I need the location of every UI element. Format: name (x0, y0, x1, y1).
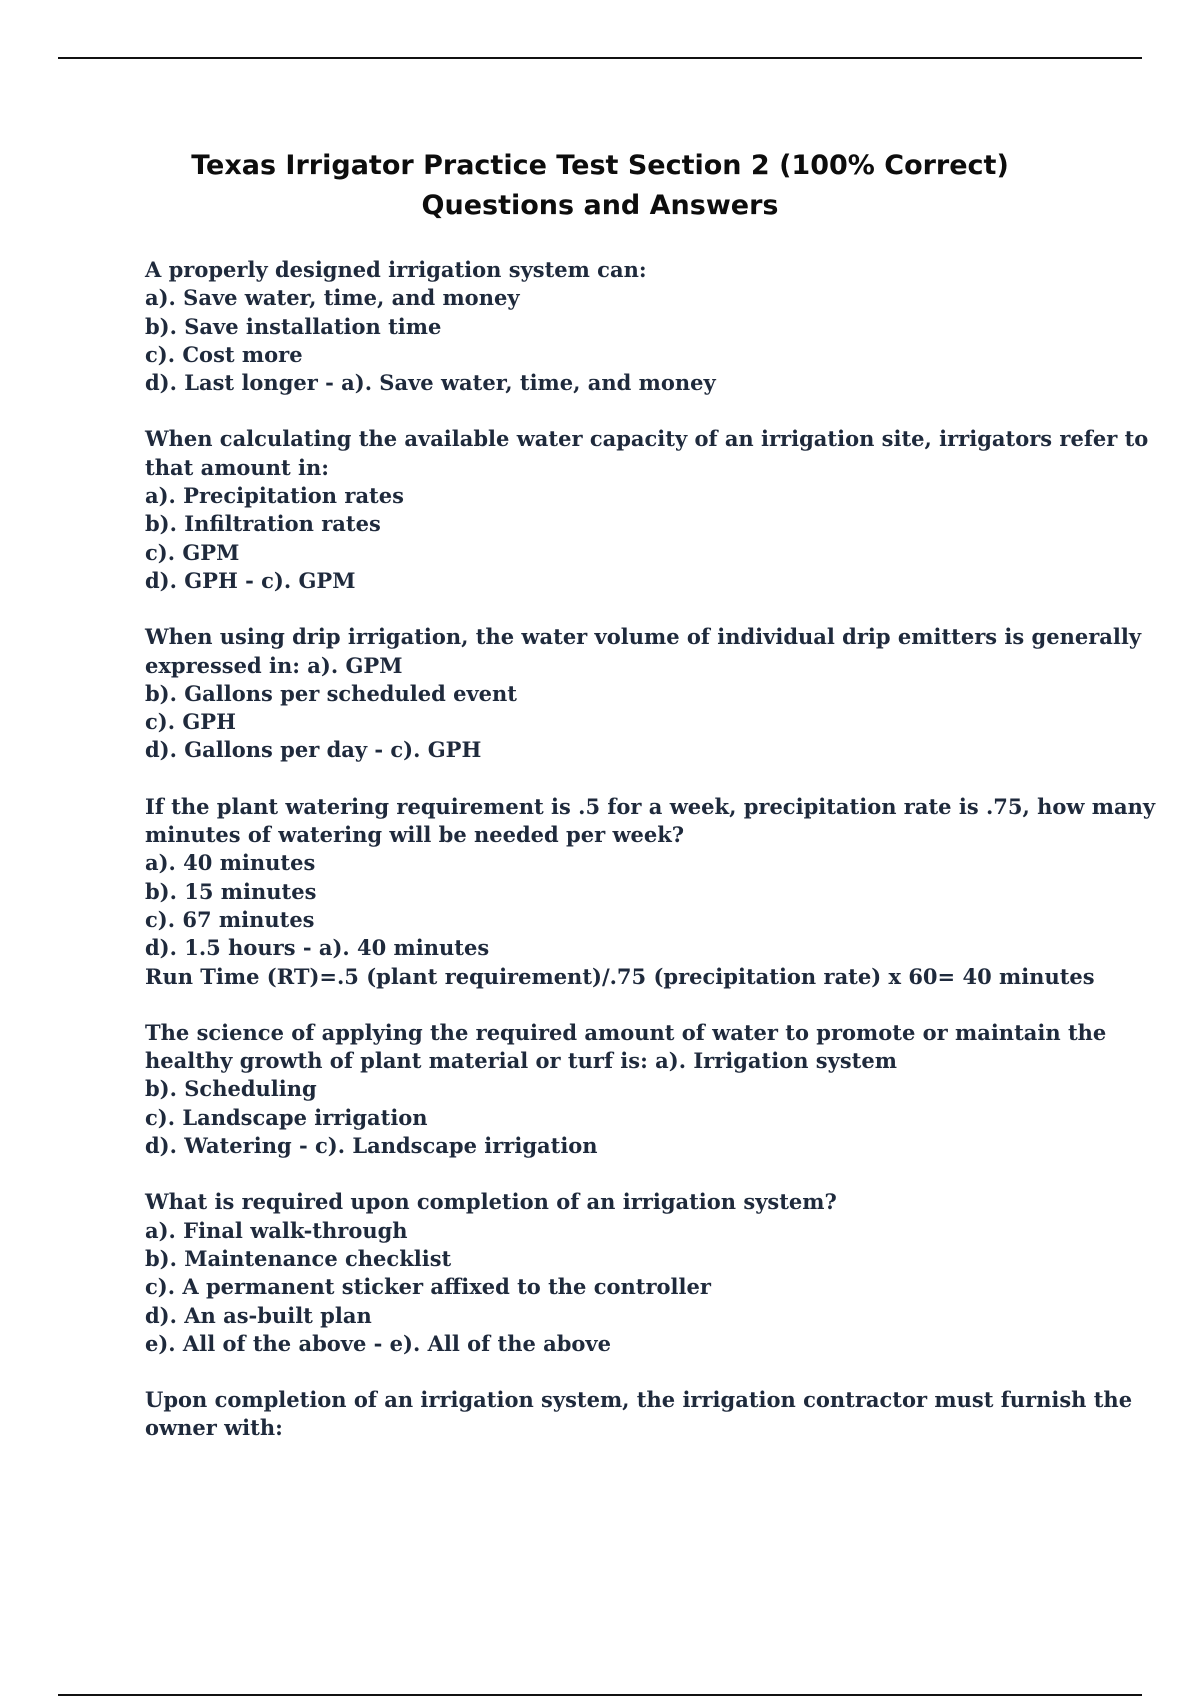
answer-option: c). Cost more (145, 341, 303, 367)
question-text: healthy growth of plant material or turf is: a). Irrigation system (145, 1048, 897, 1074)
answer-option: b). Save installation time (145, 313, 442, 339)
answer-option: a). 40 minutes (145, 850, 316, 876)
document-title (0, 146, 1200, 226)
answer-option: a). Save water, time, and money (145, 285, 520, 311)
question-3 (145, 623, 1142, 764)
answer-option: a). Final walk-through (145, 1217, 408, 1243)
top-rule (58, 57, 1142, 59)
answer-option: d). 1.5 hours - a). 40 minutes (145, 935, 490, 961)
question-text: owner with: (145, 1415, 283, 1441)
answer-option: b). Gallons per scheduled event (145, 680, 517, 706)
answer-option: c). 67 minutes (145, 906, 315, 932)
question-text: Upon completion of an irrigation system, the irrigation contractor must furnish the (145, 1387, 1133, 1413)
answer-option: d). GPH - c). GPM (145, 567, 356, 593)
question-text: that amount in: (145, 454, 329, 480)
answer-option: b). 15 minutes (145, 878, 317, 904)
answer-option: a). Precipitation rates (145, 483, 404, 509)
answer-option: c). A permanent sticker affixed to the controller (145, 1274, 711, 1300)
answer-option: c). GPH (145, 709, 236, 735)
question-6 (145, 1188, 1095, 1358)
question-2 (145, 425, 1149, 595)
question-7 (145, 1386, 1133, 1443)
question-4 (145, 793, 1156, 991)
question-text: If the plant watering requirement is .5 for a week, precipitation rate is .75, how many (145, 793, 1156, 819)
title-line-1: Texas Irrigator Practice Test Section 2 (100% Correct) (191, 150, 1009, 181)
question-text: A properly designed irrigation system can: (145, 257, 647, 282)
bottom-rule (58, 1694, 1142, 1696)
answer-option: d). Watering - c). Landscape irrigation (145, 1133, 598, 1159)
answer-explanation: Run Time (RT)=.5 (plant requirement)/.75 (precipitation rate) x 60= 40 minutes (145, 963, 1095, 989)
question-1 (145, 256, 1095, 397)
answer-option: d). Last longer - a). Save water, time, and money (145, 370, 716, 396)
question-list (145, 256, 1156, 1471)
question-text: expressed in: a). GPM (145, 652, 403, 678)
answer-option: d). An as-built plan (145, 1302, 372, 1328)
title-line-2: Questions and Answers (421, 190, 779, 221)
answer-option: b). Maintenance checklist (145, 1245, 452, 1271)
question-5 (145, 1019, 1107, 1160)
answer-option: c). Landscape irrigation (145, 1104, 428, 1130)
question-text: The science of applying the required amount of water to promote or maintain the (145, 1019, 1107, 1045)
answer-option: b). Infiltration rates (145, 511, 381, 537)
answer-option: b). Scheduling (145, 1076, 317, 1102)
answer-option: e). All of the above - e). All of the above (145, 1330, 611, 1356)
answer-option: d). Gallons per day - c). GPH (145, 737, 482, 763)
question-text: What is required upon completion of an irrigation system? (145, 1189, 837, 1215)
answer-option: c). GPM (145, 539, 240, 565)
question-text: When calculating the available water capacity of an irrigation site, irrigators refer to (145, 426, 1149, 452)
question-text: minutes of watering will be needed per week? (145, 822, 685, 848)
question-text: When using drip irrigation, the water volume of individual drip emitters is generally (145, 624, 1142, 650)
